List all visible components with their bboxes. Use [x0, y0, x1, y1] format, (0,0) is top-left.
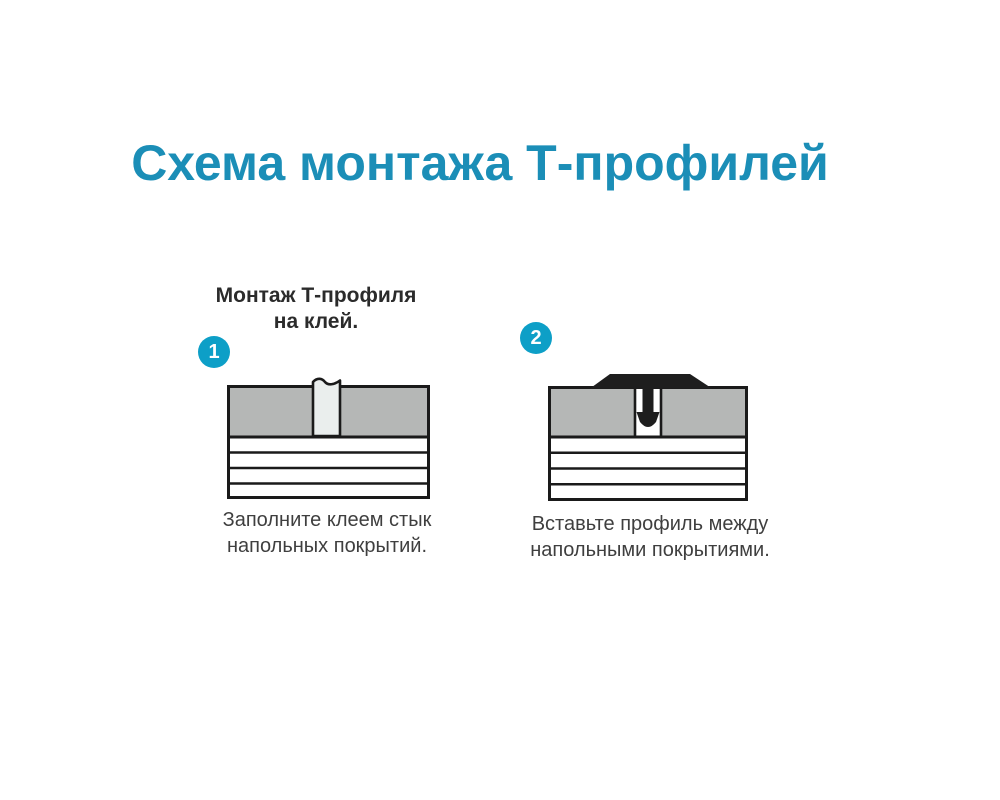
step-2-number: 2: [530, 326, 542, 349]
t-profile-cap: [590, 374, 712, 389]
step-1-badge: [198, 336, 230, 368]
step-1-heading: [206, 283, 426, 335]
glue-fill: [313, 379, 340, 436]
step-2-caption: Вставьте профиль между напольными покрытиями.: [530, 513, 770, 561]
step-2-diagram-profile-insert: [546, 358, 750, 504]
step-1-diagram-glue-joint: [225, 372, 433, 502]
page-title: Схема монтажа Т-профилей: [131, 135, 829, 191]
step-1-number: 1: [208, 340, 220, 363]
step-2-badge: [520, 322, 552, 354]
step-1-heading-line1: Монтаж Т-профиля: [215, 284, 417, 307]
step-1-caption: Заполните клеем стык напольных покрытий.: [222, 509, 432, 557]
step-1-heading-line2: на клей.: [273, 310, 359, 333]
